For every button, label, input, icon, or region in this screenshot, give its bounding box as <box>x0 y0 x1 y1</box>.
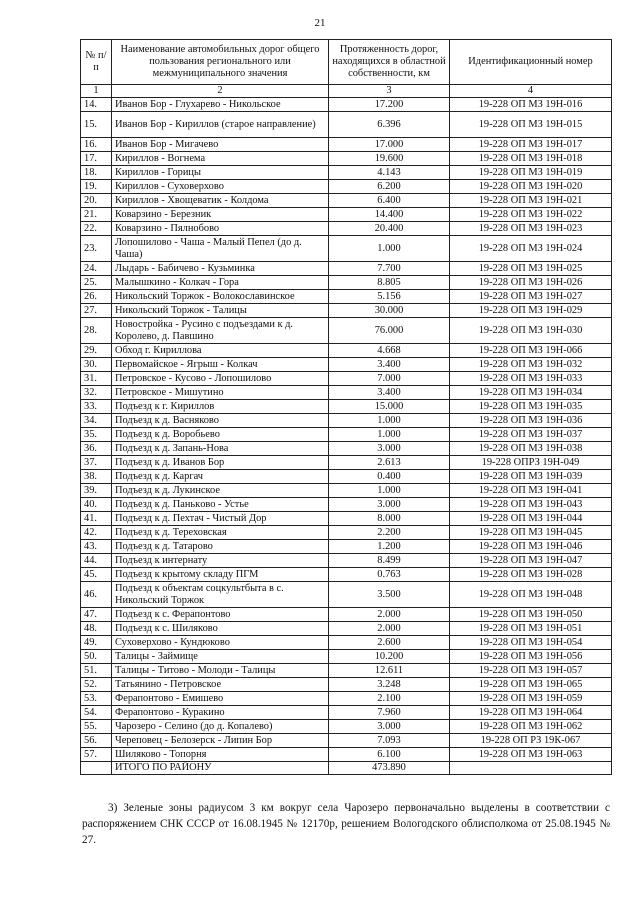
road-length: 3.248 <box>329 678 450 692</box>
row-number: 56. <box>81 734 112 748</box>
road-length: 7.093 <box>329 734 450 748</box>
table-row <box>81 678 612 692</box>
road-length: 7.700 <box>329 262 450 276</box>
row-number: 51. <box>81 664 112 678</box>
road-length: 19.600 <box>329 152 450 166</box>
road-name: Кириллов - Суховерхово <box>112 180 329 194</box>
table-row <box>81 166 612 180</box>
table-row <box>81 98 612 112</box>
road-name: Талицы - Титово - Молоди - Талицы <box>112 664 329 678</box>
table-row <box>81 386 612 400</box>
header-length: Протяженность дорог, находящихся в областной собственности, км <box>329 40 450 85</box>
road-id: 19-228 ОП МЗ 19Н-048 <box>450 582 612 608</box>
table-row <box>81 582 612 608</box>
table-row <box>81 194 612 208</box>
road-name: Талицы - Займище <box>112 650 329 664</box>
row-number: 55. <box>81 720 112 734</box>
road-name: Подъезд к д. Васняково <box>112 414 329 428</box>
total-id-cell <box>450 762 612 775</box>
road-id: 19-228 ОП МЗ 19Н-065 <box>450 678 612 692</box>
table-row <box>81 428 612 442</box>
road-name: Никольский Торжок - Волокославинское <box>112 290 329 304</box>
row-number: 44. <box>81 554 112 568</box>
road-length: 6.200 <box>329 180 450 194</box>
road-length: 2.613 <box>329 456 450 470</box>
row-number: 53. <box>81 692 112 706</box>
table-row <box>81 622 612 636</box>
table-row <box>81 372 612 386</box>
road-length: 3.400 <box>329 386 450 400</box>
road-name: Суховерхово - Кундюково <box>112 636 329 650</box>
header-id: Идентификационный номер <box>450 40 612 85</box>
row-number: 26. <box>81 290 112 304</box>
row-number: 31. <box>81 372 112 386</box>
table-row <box>81 720 612 734</box>
road-id: 19-228 ОП МЗ 19Н-025 <box>450 262 612 276</box>
road-name: Подъезд к д. Панькoво - Устье <box>112 498 329 512</box>
road-id: 19-228 ОП МЗ 19Н-044 <box>450 512 612 526</box>
road-id: 19-228 ОП МЗ 19Н-018 <box>450 152 612 166</box>
road-name: Кириллов - Горицы <box>112 166 329 180</box>
page-number: 21 <box>314 17 326 29</box>
row-number: 40. <box>81 498 112 512</box>
road-length: 3.000 <box>329 498 450 512</box>
road-length: 2.200 <box>329 526 450 540</box>
table-row <box>81 236 612 262</box>
table-row <box>81 276 612 290</box>
table-row <box>81 664 612 678</box>
column-number: 1 <box>81 85 112 98</box>
table-row <box>81 470 612 484</box>
road-length: 1.000 <box>329 414 450 428</box>
road-id: 19-228 ОП МЗ 19Н-016 <box>450 98 612 112</box>
road-name: Подъезд к с. Шиляково <box>112 622 329 636</box>
row-number: 22. <box>81 222 112 236</box>
row-number: 17. <box>81 152 112 166</box>
table-row <box>81 414 612 428</box>
road-length: 0.763 <box>329 568 450 582</box>
road-id: 19-228 ОП МЗ 19Н-028 <box>450 568 612 582</box>
road-name: Лыдарь - Бабичево - Кузьминка <box>112 262 329 276</box>
road-name: Татьянино - Петровское <box>112 678 329 692</box>
road-id: 19-228 ОП МЗ 19Н-036 <box>450 414 612 428</box>
row-number: 46. <box>81 582 112 608</box>
road-id: 19-228 ОП МЗ 19Н-027 <box>450 290 612 304</box>
header-num: № п/п <box>81 40 112 85</box>
table-header-row <box>81 40 612 85</box>
row-number: 38. <box>81 470 112 484</box>
column-number: 4 <box>450 85 612 98</box>
road-length: 1.200 <box>329 540 450 554</box>
table-row <box>81 456 612 470</box>
row-number: 52. <box>81 678 112 692</box>
table-row <box>81 318 612 344</box>
road-id: 19-228 ОП МЗ 19Н-017 <box>450 138 612 152</box>
row-number: 29. <box>81 344 112 358</box>
row-number: 14. <box>81 98 112 112</box>
row-number: 32. <box>81 386 112 400</box>
road-id: 19-228 ОП МЗ 19Н-022 <box>450 208 612 222</box>
road-id: 19-228 ОП МЗ 19Н-066 <box>450 344 612 358</box>
row-number: 45. <box>81 568 112 582</box>
road-id: 19-228 ОП МЗ 19Н-050 <box>450 608 612 622</box>
road-id: 19-228 ОП МЗ 19Н-062 <box>450 720 612 734</box>
table-row <box>81 262 612 276</box>
row-number: 27. <box>81 304 112 318</box>
row-number: 28. <box>81 318 112 344</box>
road-id: 19-228 ОП МЗ 19Н-029 <box>450 304 612 318</box>
table-row <box>81 706 612 720</box>
road-length: 30.000 <box>329 304 450 318</box>
road-name: Ферапонтово - Куракино <box>112 706 329 720</box>
road-length: 1.000 <box>329 484 450 498</box>
road-id: 19-228 ОП МЗ 19Н-056 <box>450 650 612 664</box>
table-row <box>81 138 612 152</box>
row-number: 25. <box>81 276 112 290</box>
road-id: 19-228 ОП МЗ 19Н-047 <box>450 554 612 568</box>
road-name: Подъезд к с. Ферапонтово <box>112 608 329 622</box>
header-name: Наименование автомобильных дорог общего пользования регионального или межмуниципального значения <box>112 40 329 85</box>
road-name: Коварзино - Березник <box>112 208 329 222</box>
road-name: Подъезд к д. Запань-Нова <box>112 442 329 456</box>
road-id: 19-228 ОП МЗ 19Н-024 <box>450 236 612 262</box>
road-name: Кириллов - Хвощеватик - Колдома <box>112 194 329 208</box>
road-name: Подъезд к д. Пехтач - Чистый Дор <box>112 512 329 526</box>
row-number: 16. <box>81 138 112 152</box>
row-number: 19. <box>81 180 112 194</box>
road-id: 19-228 ОП МЗ 19Н-034 <box>450 386 612 400</box>
road-length: 3.000 <box>329 720 450 734</box>
row-number: 18. <box>81 166 112 180</box>
road-length: 12.611 <box>329 664 450 678</box>
table-row <box>81 222 612 236</box>
road-length: 15.000 <box>329 400 450 414</box>
table-row <box>81 554 612 568</box>
road-name: Малышкино - Колкач - Гора <box>112 276 329 290</box>
road-length: 20.400 <box>329 222 450 236</box>
road-length: 8.499 <box>329 554 450 568</box>
row-number: 39. <box>81 484 112 498</box>
road-id: 19-228 ОП МЗ 19Н-045 <box>450 526 612 540</box>
road-name: Иванов Бор - Мигачево <box>112 138 329 152</box>
road-length: 6.100 <box>329 748 450 762</box>
road-name: Подъезд к объектам соцкультбыта в с. Никольский Торжок <box>112 582 329 608</box>
road-name: Лопошилово - Чаша - Малый Пепел (до д. Чаша) <box>112 236 329 262</box>
road-id: 19-228 ОП МЗ 19Н-064 <box>450 706 612 720</box>
road-length: 8.805 <box>329 276 450 290</box>
table-row <box>81 636 612 650</box>
road-length: 3.400 <box>329 358 450 372</box>
road-id: 19-228 ОП РЗ 19К-067 <box>450 734 612 748</box>
road-id: 19-228 ОП МЗ 19Н-063 <box>450 748 612 762</box>
road-name: Новостройка - Русино с подъездами к д. Королево, д. Павшино <box>112 318 329 344</box>
road-name: Ферапонтово - Емишево <box>112 692 329 706</box>
table-body <box>81 98 612 762</box>
road-name: Иванов Бор - Глухарево - Никольское <box>112 98 329 112</box>
table-row <box>81 112 612 138</box>
row-number: 33. <box>81 400 112 414</box>
table-row <box>81 512 612 526</box>
road-id: 19-228 ОП МЗ 19Н-046 <box>450 540 612 554</box>
road-id: 19-228 ОП МЗ 19Н-019 <box>450 166 612 180</box>
row-number: 48. <box>81 622 112 636</box>
road-id: 19-228 ОП МЗ 19Н-038 <box>450 442 612 456</box>
table-row <box>81 526 612 540</box>
total-row <box>81 762 612 775</box>
row-number: 35. <box>81 428 112 442</box>
road-id: 19-228 ОП МЗ 19Н-057 <box>450 664 612 678</box>
road-length: 2.100 <box>329 692 450 706</box>
road-id: 19-228 ОП МЗ 19Н-054 <box>450 636 612 650</box>
road-name: Подъезд к д. Татарово <box>112 540 329 554</box>
road-length: 10.200 <box>329 650 450 664</box>
road-length: 3.000 <box>329 442 450 456</box>
road-name: Подъезд к д. Тереховская <box>112 526 329 540</box>
road-length: 4.143 <box>329 166 450 180</box>
road-name: Первомайское - Ягрыш - Колкач <box>112 358 329 372</box>
table-row <box>81 540 612 554</box>
total-length: 473.890 <box>329 762 450 775</box>
table-row <box>81 734 612 748</box>
table-row <box>81 650 612 664</box>
total-label: ИТОГО ПО РАЙОНУ <box>112 762 329 775</box>
row-number: 42. <box>81 526 112 540</box>
table-row <box>81 608 612 622</box>
table-row <box>81 208 612 222</box>
row-number: 34. <box>81 414 112 428</box>
road-id: 19-228 ОП МЗ 19Н-030 <box>450 318 612 344</box>
table-row <box>81 358 612 372</box>
row-number: 24. <box>81 262 112 276</box>
column-number-row <box>81 85 612 98</box>
road-length: 1.000 <box>329 236 450 262</box>
road-length: 6.396 <box>329 112 450 138</box>
table-row <box>81 304 612 318</box>
road-id: 19-228 ОПРЗ 19Н-049 <box>450 456 612 470</box>
road-length: 17.000 <box>329 138 450 152</box>
road-name: Подъезд к г. Кириллов <box>112 400 329 414</box>
road-name: Подъезд к д. Воробьево <box>112 428 329 442</box>
road-name: Кириллов - Вогнема <box>112 152 329 166</box>
total-num-cell <box>81 762 112 775</box>
road-length: 0.400 <box>329 470 450 484</box>
table-row <box>81 498 612 512</box>
road-length: 2.600 <box>329 636 450 650</box>
road-name: Петровское - Мишутино <box>112 386 329 400</box>
row-number: 23. <box>81 236 112 262</box>
road-name: Подъезд к интернату <box>112 554 329 568</box>
road-length: 2.000 <box>329 608 450 622</box>
table-row <box>81 568 612 582</box>
row-number: 30. <box>81 358 112 372</box>
road-id: 19-228 ОП МЗ 19Н-032 <box>450 358 612 372</box>
footer-paragraph: 3) Зеленые зоны радиусом 3 км вокруг села Чарозеро первоначально выделены в соответствии с распоряжением СНК СССР от 16.08.1945 № 12170р, решением Вологодского облисполкома от 25.08.1945 № 27. <box>82 802 610 846</box>
road-name: Коварзино - Пялнобово <box>112 222 329 236</box>
road-length: 14.400 <box>329 208 450 222</box>
column-number: 3 <box>329 85 450 98</box>
table-row <box>81 180 612 194</box>
road-id: 19-228 ОП МЗ 19Н-020 <box>450 180 612 194</box>
road-length: 8.000 <box>329 512 450 526</box>
road-name: Петровское - Кусово - Лопошилово <box>112 372 329 386</box>
row-number: 49. <box>81 636 112 650</box>
road-length: 3.500 <box>329 582 450 608</box>
road-name: Подъезд к д. Иванов Бор <box>112 456 329 470</box>
road-id: 19-228 ОП МЗ 19Н-037 <box>450 428 612 442</box>
table-row <box>81 400 612 414</box>
table-row <box>81 484 612 498</box>
row-number: 47. <box>81 608 112 622</box>
road-id: 19-228 ОП МЗ 19Н-023 <box>450 222 612 236</box>
row-number: 50. <box>81 650 112 664</box>
road-length: 7.960 <box>329 706 450 720</box>
road-id: 19-228 ОП МЗ 19Н-015 <box>450 112 612 138</box>
road-length: 5.156 <box>329 290 450 304</box>
road-id: 19-228 ОП МЗ 19Н-059 <box>450 692 612 706</box>
road-name: Чарозеро - Селино (до д. Копалево) <box>112 720 329 734</box>
road-id: 19-228 ОП МЗ 19Н-026 <box>450 276 612 290</box>
roads-table <box>80 39 612 775</box>
road-id: 19-228 ОП МЗ 19Н-033 <box>450 372 612 386</box>
road-name: Никольский Торжок - Талицы <box>112 304 329 318</box>
road-id: 19-228 ОП МЗ 19Н-039 <box>450 470 612 484</box>
row-number: 21. <box>81 208 112 222</box>
road-name: Шиляково - Топорня <box>112 748 329 762</box>
road-name: Подъезд к д. Каргач <box>112 470 329 484</box>
road-name: Череповец - Белозерск - Липин Бор <box>112 734 329 748</box>
road-id: 19-228 ОП МЗ 19Н-043 <box>450 498 612 512</box>
road-id: 19-228 ОП МЗ 19Н-041 <box>450 484 612 498</box>
road-name: Подъезд к д. Лукинское <box>112 484 329 498</box>
road-name: Обход г. Кириллова <box>112 344 329 358</box>
road-length: 7.000 <box>329 372 450 386</box>
road-length: 6.400 <box>329 194 450 208</box>
row-number: 54. <box>81 706 112 720</box>
row-number: 43. <box>81 540 112 554</box>
table-row <box>81 290 612 304</box>
table-row <box>81 152 612 166</box>
road-length: 4.668 <box>329 344 450 358</box>
road-name: Подъезд к крытому складу ПГМ <box>112 568 329 582</box>
column-number: 2 <box>112 85 329 98</box>
road-length: 1.000 <box>329 428 450 442</box>
row-number: 20. <box>81 194 112 208</box>
table-row <box>81 748 612 762</box>
table-row <box>81 692 612 706</box>
row-number: 36. <box>81 442 112 456</box>
road-id: 19-228 ОП МЗ 19Н-051 <box>450 622 612 636</box>
road-id: 19-228 ОП МЗ 19Н-035 <box>450 400 612 414</box>
row-number: 57. <box>81 748 112 762</box>
road-length: 76.000 <box>329 318 450 344</box>
row-number: 15. <box>81 112 112 138</box>
table-row <box>81 442 612 456</box>
row-number: 37. <box>81 456 112 470</box>
row-number: 41. <box>81 512 112 526</box>
table-row <box>81 344 612 358</box>
road-length: 2.000 <box>329 622 450 636</box>
road-length: 17.200 <box>329 98 450 112</box>
road-name: Иванов Бор - Кириллов (старое направление) <box>112 112 329 138</box>
road-id: 19-228 ОП МЗ 19Н-021 <box>450 194 612 208</box>
